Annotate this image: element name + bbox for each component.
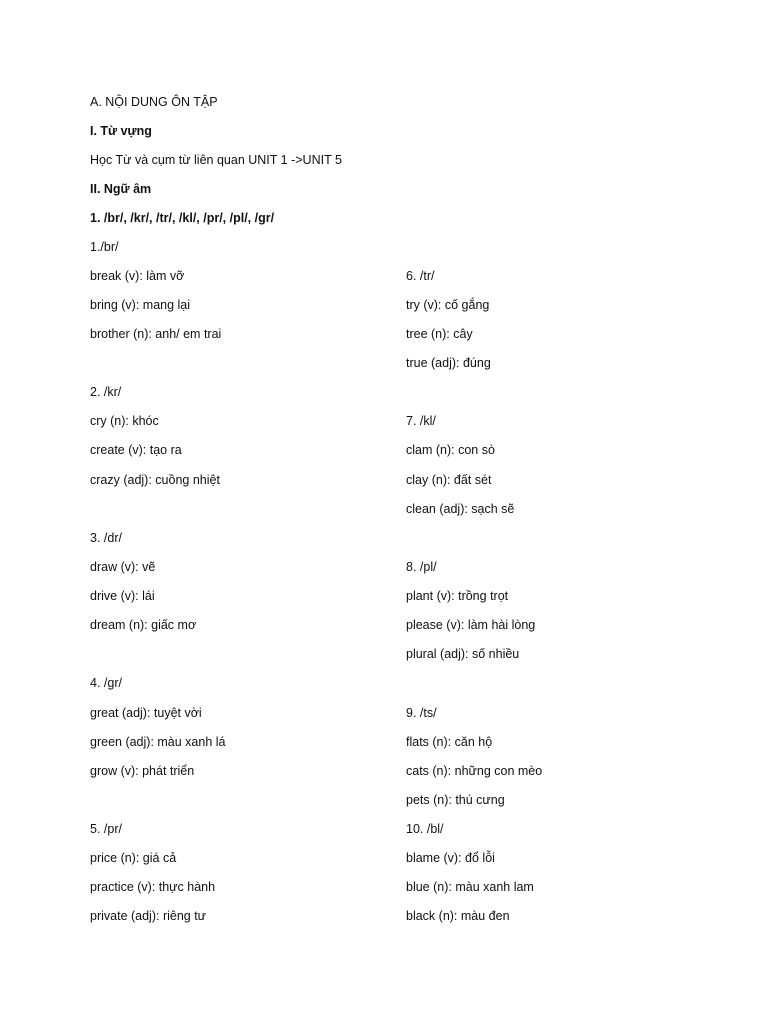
group-title: 7. /kl/ [406,414,436,428]
vocab-item: blue (n): màu xanh lam [406,880,534,894]
vocab-item: clean (adj): sạch sẽ [406,502,515,516]
vocab-text: Học Từ và cụm từ liên quan UNIT 1 ->UNIT 5 [90,153,342,167]
group-title: 6. /tr/ [406,269,435,283]
vocab-item: tree (n): cây [406,327,473,341]
vocab-item: flats (n): căn hộ [406,735,493,749]
vocab-item: draw (v): vẽ [90,560,156,574]
vocab-item: create (v): tạo ra [90,443,182,457]
vocab-item: private (adj): riêng tư [90,909,207,923]
vocab-item: pets (n): thú cưng [406,793,505,807]
group-title: 4. /gr/ [90,676,122,690]
group-title: 10. /bl/ [406,822,444,836]
phonetics-heading: II. Ngữ âm [90,182,152,196]
vocab-item: plural (adj): số nhiều [406,647,520,661]
group-title: 9. /ts/ [406,706,437,720]
vocab-item: black (n): màu đen [406,909,510,923]
sounds-heading: 1. /br/, /kr/, /tr/, /kl/, /pr/, /pl/, /gr/ [90,211,275,225]
vocab-item: try (v): cố gắng [406,298,490,312]
vocab-item: practice (v): thực hành [90,880,216,894]
vocab-item: cats (n): những con mèo [406,764,543,778]
group-title: 3. /dr/ [90,531,122,545]
vocab-item: bring (v): mang lại [90,298,191,312]
vocab-item: clam (n): con sò [406,443,495,457]
group-title: 2. /kr/ [90,385,122,399]
vocab-item: blame (v): đổ lỗi [406,851,495,865]
vocab-item: grow (v): phát triển [90,764,195,778]
vocab-item: dream (n): giấc mơ [90,618,197,632]
vocab-item: break (v): làm vỡ [90,269,185,283]
vocab-item: crazy (adj): cuồng nhiệt [90,473,220,487]
group-title: 1./br/ [90,240,119,254]
vocab-item: great (adj): tuyệt vời [90,706,202,720]
vocab-item: true (adj): đúng [406,356,491,370]
section-title: A. NỘI DUNG ÔN TẬP [90,95,218,109]
group-title: 5. /pr/ [90,822,122,836]
vocab-item: green (adj): màu xanh lá [90,735,226,749]
vocab-item: please (v): làm hài lòng [406,618,536,632]
vocab-item: price (n): giá cả [90,851,177,865]
vocab-heading: I. Từ vựng [90,124,152,138]
vocab-item: cry (n): khóc [90,414,159,428]
vocab-item: clay (n): đất sét [406,473,492,487]
vocab-item: drive (v): lái [90,589,155,603]
vocab-item: plant (v): trồng trọt [406,589,509,603]
group-title: 8. /pl/ [406,560,437,574]
vocab-item: brother (n): anh/ em trai [90,327,222,341]
